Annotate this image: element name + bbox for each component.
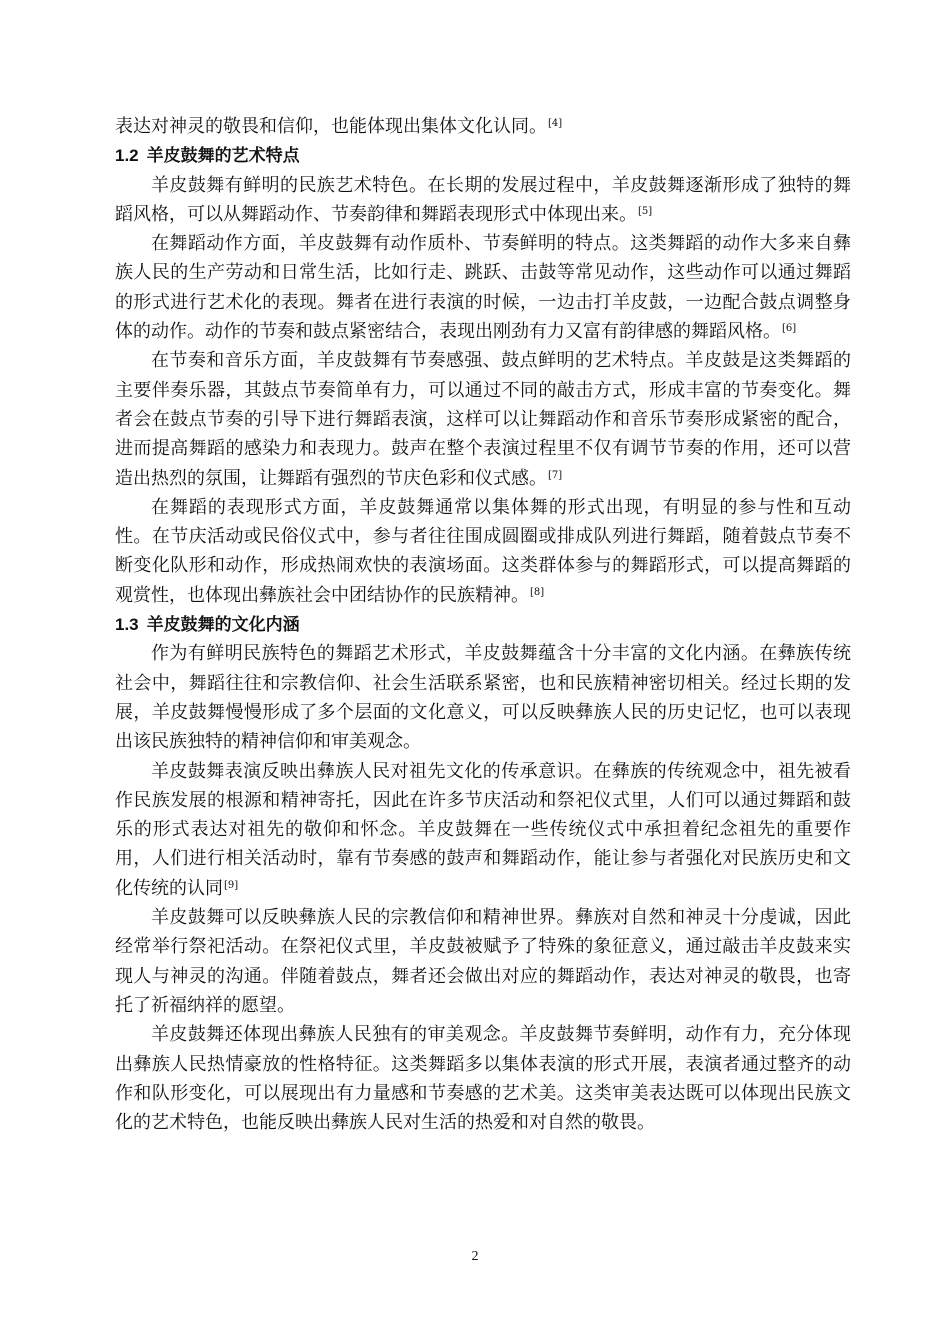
citation: [9] [224, 879, 239, 891]
document-body [115, 112, 851, 1137]
section-heading-1-3 [115, 610, 851, 639]
citation: [6] [782, 323, 797, 335]
section-number: 1.3 [115, 615, 139, 635]
paragraph: 羊皮鼓舞表演反映出彝族人民对祖先文化的传承意识。在彝族的传统观念中，祖先被看作民族发展的根源和精神寄托，因此在许多节庆活动和祭祀仪式里，人们可以通过舞蹈和鼓乐的形式表达对祖先的敬仰和怀念。羊皮鼓舞在一些传统仪式中承担着纪念祖先的重要作用，人们进行相关活动时，靠有节奏感的鼓声和舞蹈动作，能让参与者强化对民族历史和文化传统的认同[9] [115, 760, 851, 899]
paragraph: 在舞蹈动作方面，羊皮鼓舞有动作质朴、节奏鲜明的特点。这类舞蹈的动作大多来自彝族人民的生产劳动和日常生活，比如行走、跳跃、击鼓等常见动作，这些动作可以通过舞蹈的形式进行艺术化的表现。舞者在进行表演的时候，一边击打羊皮鼓，一边配合鼓点调整身体的动作。动作的节奏和鼓点紧密结合，表现出刚劲有力又富有韵律感的舞蹈风格。[6] [115, 233, 851, 343]
paragraph: 在节奏和音乐方面，羊皮鼓舞有节奏感强、鼓点鲜明的艺术特点。羊皮鼓是这类舞蹈的主要伴奏乐器，其鼓点节奏简单有力，可以通过不同的敲击方式，形成丰富的节奏变化。舞者会在鼓点节奏的引导下进行舞蹈表演，这样可以让舞蹈动作和音乐节奏形成紧密的配合，进而提高舞蹈的感染力和表现力。鼓声在整个表演过程里不仅有调节节奏的作用，还可以营造出热烈的氛围，让舞蹈有强烈的节庆色彩和仪式感。[7] [115, 350, 851, 489]
citation: [8] [530, 586, 545, 598]
paragraph: 作为有鲜明民族特色的舞蹈艺术形式，羊皮鼓舞蕴含十分丰富的文化内涵。在彝族传统社会中，舞蹈往往和宗教信仰、社会生活联系紧密，也和民族精神密切相关。经过长期的发展，羊皮鼓舞慢慢形成了多个层面的文化意义，可以反映彝族人民的历史记忆，也可以表现出该民族独特的精神信仰和审美观念。 [115, 643, 851, 753]
section-title: 羊皮鼓舞的文化内涵 [146, 615, 300, 635]
paragraph: 在舞蹈的表现形式方面，羊皮鼓舞通常以集体舞的形式出现，有明显的参与性和互动性。在节庆活动或民俗仪式中，参与者往往围成圆圈或排成队列进行舞蹈，随着鼓点节奏不断变化队形和动作，形成热闹欢快的表演场面。这类群体参与的舞蹈形式，可以提高舞蹈的观赏性，也体现出彝族社会中团结协作的民族精神。[8] [115, 496, 851, 606]
section-number: 1.2 [115, 146, 139, 166]
citation: [4] [548, 118, 563, 129]
paragraph-continuation: 表达对神灵的敬畏和信仰，也能体现出集体文化认同。[4] [115, 116, 563, 137]
citation: [7] [548, 469, 563, 481]
section-heading-1-2 [115, 141, 851, 170]
paragraph: 羊皮鼓舞还体现出彝族人民独有的审美观念。羊皮鼓舞节奏鲜明，动作有力，充分体现出彝族人民热情豪放的性格特征。这类舞蹈多以集体表演的形式开展，表演者通过整齐的动作和队形变化，可以展现出有力量感和节奏感的艺术美。这类审美表达既可以体现出民族文化的艺术特色，也能反映出彝族人民对生活的热爱和对自然的敬畏。 [115, 1024, 851, 1134]
paragraph: 羊皮鼓舞有鲜明的民族艺术特色。在长期的发展过程中，羊皮鼓舞逐渐形成了独特的舞蹈风格，可以从舞蹈动作、节奏韵律和舞蹈表现形式中体现出来。[5] [115, 174, 851, 225]
citation: [5] [638, 205, 653, 217]
page-number: 2 [471, 1249, 479, 1264]
paragraph: 羊皮鼓舞可以反映彝族人民的宗教信仰和精神世界。彝族对自然和神灵十分虔诚，因此经常举行祭祀活动。在祭祀仪式里，羊皮鼓被赋予了特殊的象征意义，通过敲击羊皮鼓来实现人与神灵的沟通。伴随着鼓点，舞者还会做出对应的舞蹈动作，表达对神灵的敬畏，也寄托了祈福纳祥的愿望。 [115, 907, 851, 1016]
section-title: 羊皮鼓舞的艺术特点 [146, 146, 300, 166]
